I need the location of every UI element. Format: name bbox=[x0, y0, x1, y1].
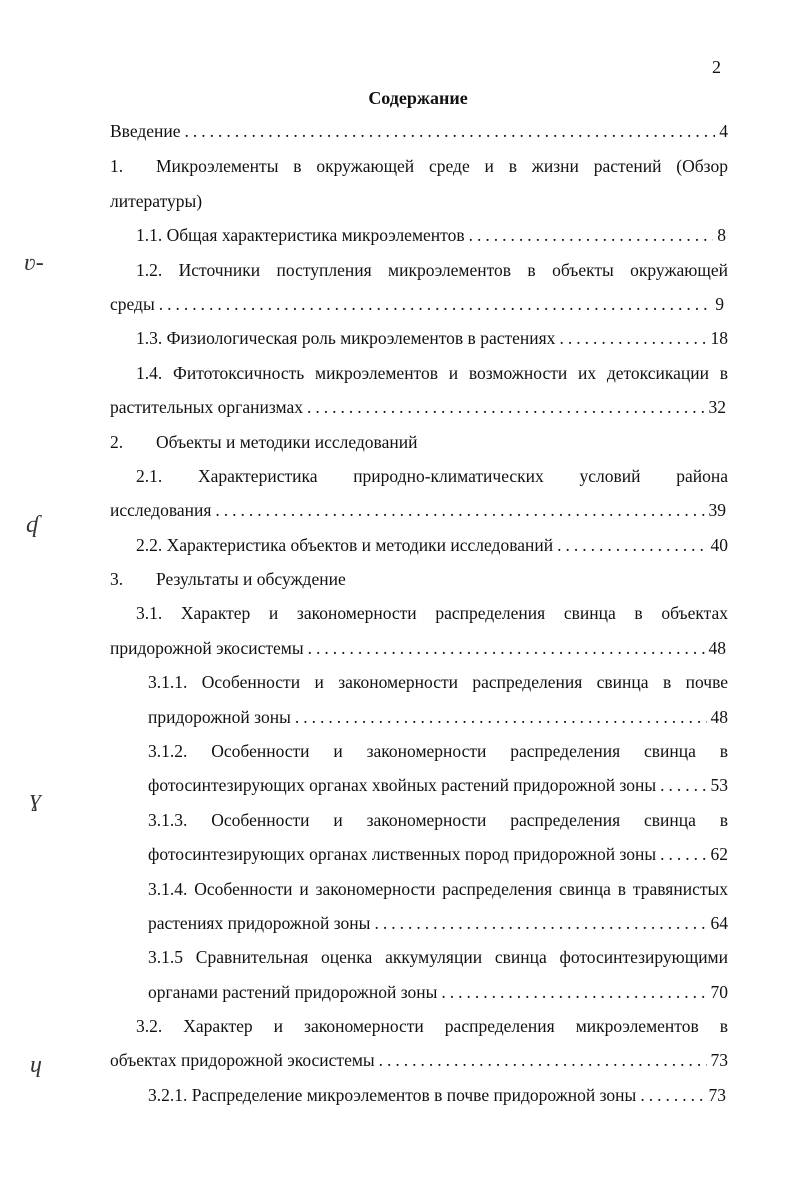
toc-entry[interactable]: 1.2. Источники поступления микроэлементов в объекты окружающей bbox=[136, 260, 728, 280]
margin-handwritten-mark: ʋ- bbox=[24, 250, 44, 276]
toc-entry[interactable]: 1.1. Общая характеристика микроэлементов ..... 8 bbox=[136, 224, 726, 246]
page-number: 2 bbox=[712, 57, 721, 77]
toc-entry[interactable]: 2.2. Характеристика объектов и методики исследований ..... 40 bbox=[136, 534, 728, 556]
toc-entry[interactable]: 3.1.4. Особенности и закономерности распределения свинца в травянистых bbox=[148, 879, 728, 899]
toc-entry[interactable]: Введение ..... 4 bbox=[110, 120, 728, 142]
margin-handwritten-mark: ʠ bbox=[26, 512, 38, 538]
margin-handwritten-mark: ɥ bbox=[30, 1052, 42, 1078]
toc-entry[interactable]: 3.1.1. Особенности и закономерности распределения свинца в почве bbox=[148, 672, 728, 692]
toc-entry[interactable]: 1.3. Физиологическая роль микроэлементов в растениях ..... 18 bbox=[136, 327, 728, 349]
toc-entry-continuation: литературы) bbox=[110, 191, 203, 211]
toc-entry-continuation: фотосинтезирующих органах лиственных пород придорожной зоны ..... 62 bbox=[148, 843, 728, 865]
toc-entry-continuation: объектах придорожной экосистемы ..... 73 bbox=[110, 1049, 728, 1071]
toc-entry-continuation: придорожной зоны ..... 48 bbox=[148, 706, 728, 728]
toc-entry-continuation: растениях придорожной зоны ..... 64 bbox=[148, 912, 728, 934]
toc-entry[interactable]: 2.1. Характеристика природно-климатических условий района bbox=[136, 466, 728, 486]
toc-entry[interactable]: 3.2.1. Распределение микроэлементов в почве придорожной зоны ..... 73 bbox=[148, 1084, 726, 1106]
toc-entry[interactable]: 3. Результаты и обсуждение bbox=[110, 569, 346, 589]
toc-entry[interactable]: 1.4. Фитотоксичность микроэлементов и возможности их детоксикации в bbox=[136, 363, 728, 383]
toc-entry[interactable]: 1. Микроэлементы в окружающей среде и в жизни растений (Обзор bbox=[110, 156, 728, 176]
page-title: Содержание bbox=[368, 88, 468, 108]
toc-entry[interactable]: 3.1.3. Особенности и закономерности распределения свинца в bbox=[148, 810, 728, 830]
toc-entry[interactable]: 3.1.5 Сравнительная оценка аккумуляции свинца фотосинтезирующими bbox=[148, 947, 728, 967]
toc-entry[interactable]: 3.2. Характер и закономерности распределения микроэлементов в bbox=[136, 1016, 728, 1036]
toc-entry[interactable]: 3.1. Характер и закономерности распределения свинца в объектах bbox=[136, 603, 728, 623]
toc-entry-continuation: исследования ..... 39 bbox=[110, 499, 726, 521]
margin-handwritten-mark: ɣ bbox=[30, 786, 42, 812]
toc-entry-continuation: растительных организмах ..... 32 bbox=[110, 396, 726, 418]
toc-entry[interactable]: 2. Объекты и методики исследований bbox=[110, 432, 418, 452]
toc-entry-continuation: фотосинтезирующих органах хвойных растений придорожной зоны ..... 53 bbox=[148, 774, 728, 796]
toc-entry-continuation: органами растений придорожной зоны ..... 70 bbox=[148, 981, 728, 1003]
toc-entry[interactable]: 3.1.2. Особенности и закономерности распределения свинца в bbox=[148, 741, 728, 761]
toc-entry-continuation: среды ..... 9 bbox=[110, 293, 724, 315]
toc-entry-continuation: придорожной экосистемы ..... 48 bbox=[110, 637, 726, 659]
